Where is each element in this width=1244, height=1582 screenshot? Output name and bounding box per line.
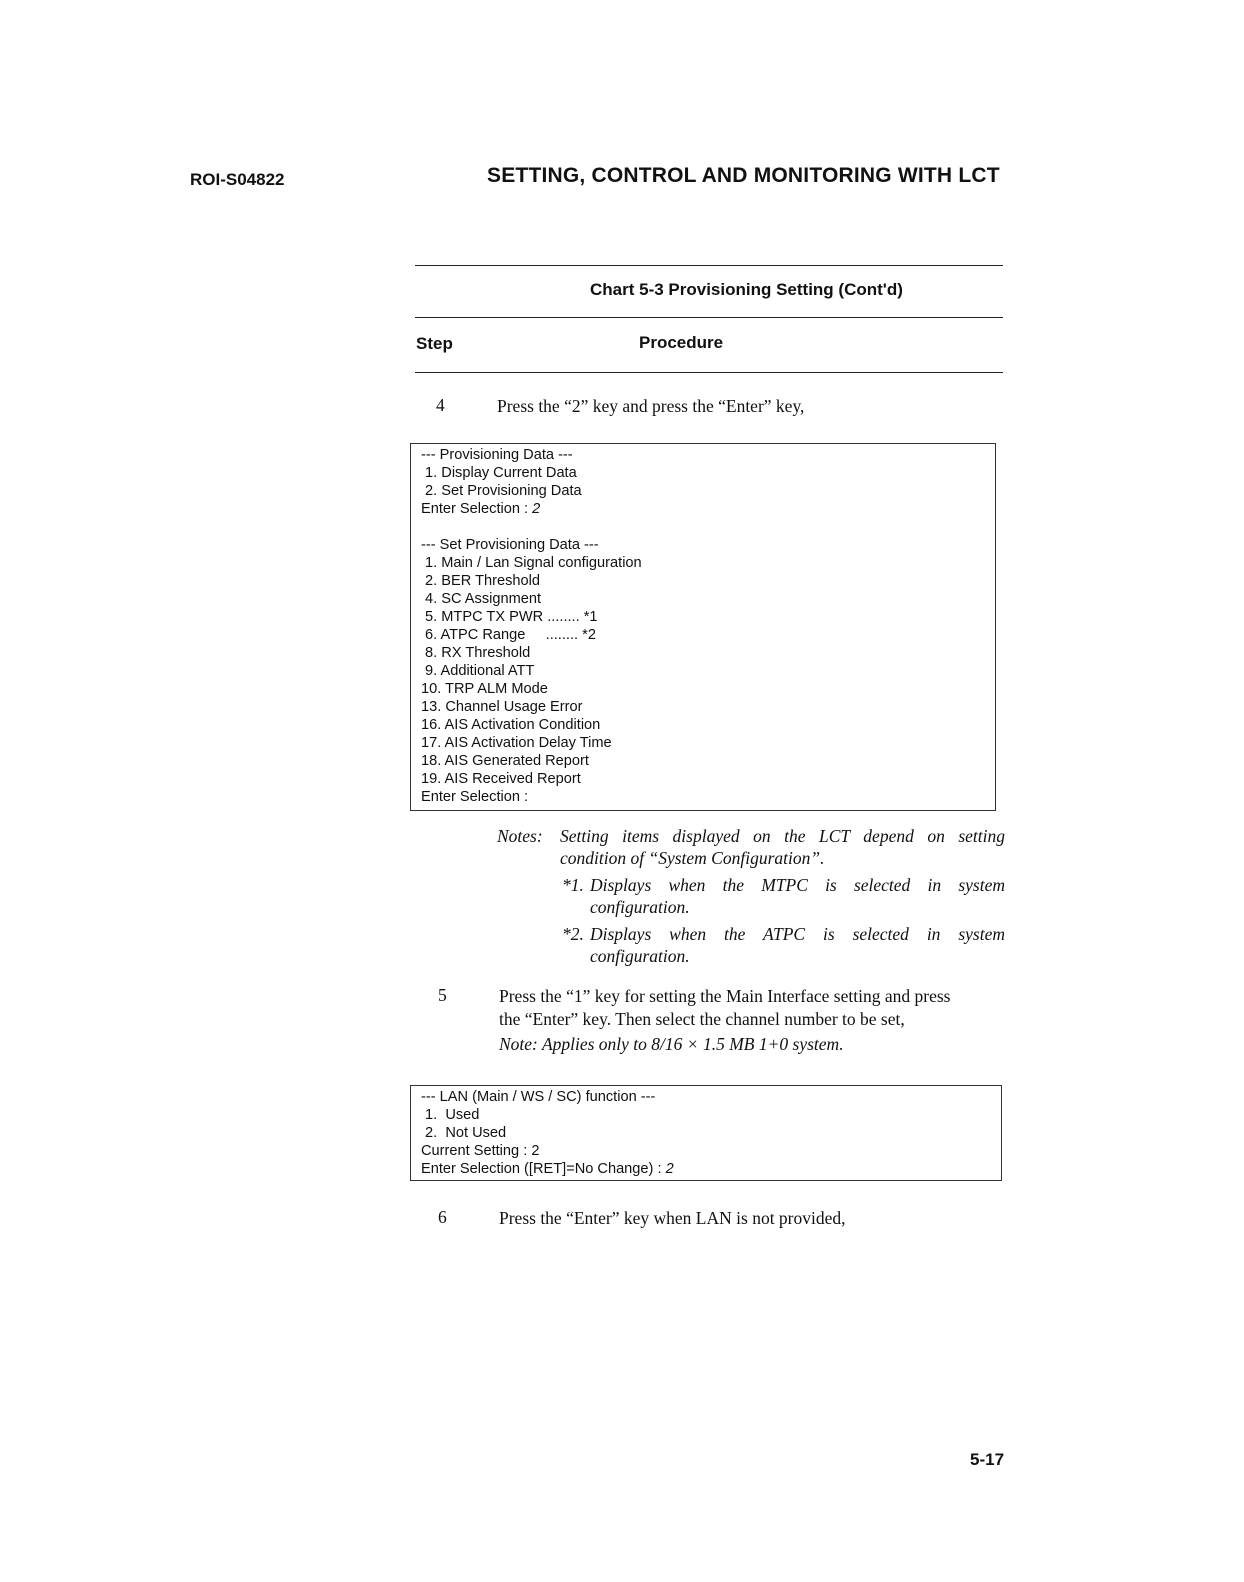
screen-line: Enter Selection : [421, 789, 529, 805]
note-line: Setting items displayed on the LCT depend on setting [560, 826, 1005, 846]
step-number-4: 4 [436, 395, 445, 415]
note-marker-2: *2. [562, 924, 584, 944]
selection-label: Enter Selection ([RET]=No Change) : [421, 1161, 666, 1177]
step-6-text: Press the “Enter” key when LAN is not provided, [499, 1208, 846, 1228]
selection-label: Enter Selection : [421, 501, 533, 517]
screen-line: 4. SC Assignment [421, 591, 542, 607]
step-5-text-cont: the “Enter” key. Then select the channel number to be set, [499, 1009, 905, 1029]
selection-value: 2 [532, 501, 541, 517]
step-4-text: Press the “2” key and press the “Enter” key, [497, 396, 805, 416]
selection-value: 2 [665, 1161, 674, 1177]
screen-selection-line [421, 1160, 1001, 1178]
screen-line: 2. Not Used [421, 1125, 507, 1141]
screen-line: 17. AIS Activation Delay Time [421, 735, 612, 751]
screen-line: 2. BER Threshold [421, 573, 540, 589]
screen-line: --- Provisioning Data --- [421, 447, 573, 463]
spacer [421, 518, 995, 536]
page-header-title: SETTING, CONTROL AND MONITORING WITH LCT [487, 164, 1000, 187]
screen-line: 5. MTPC TX PWR ........ *1 [421, 609, 598, 625]
screen-line: 9. Additional ATT [421, 663, 535, 679]
screen-line: 2. Set Provisioning Data [421, 483, 582, 499]
screen-line: 1. Display Current Data [421, 465, 577, 481]
terminal-screen-lan [410, 1085, 1002, 1181]
note-2-text: Displays when the ATPC is selected in system [590, 924, 1005, 944]
step-5-note: Note: Applies only to 8/16 × 1.5 MB 1+0 system. [499, 1034, 844, 1054]
notes-label: Notes: [497, 826, 543, 846]
screen-line: 10. TRP ALM Mode [421, 681, 548, 697]
chart-title: Chart 5-3 Provisioning Setting (Cont'd) [590, 280, 903, 299]
screen-line: --- Set Provisioning Data --- [421, 537, 599, 553]
header-rule [415, 317, 1003, 318]
step-number-6: 6 [438, 1207, 447, 1227]
column-rule [415, 372, 1003, 373]
note-marker-1: *1. [562, 875, 584, 895]
page-number: 5-17 [970, 1450, 1005, 1469]
screen-line: 6. ATPC Range ........ *2 [421, 627, 596, 643]
screen-line: Current Setting : 2 [421, 1143, 540, 1159]
top-rule [415, 265, 1003, 266]
note-1-text: Displays when the MTPC is selected in system [590, 875, 1005, 895]
step-number-5: 5 [438, 985, 447, 1005]
screen-line: --- LAN (Main / WS / SC) function --- [421, 1089, 656, 1105]
screen-line: 1. Used [421, 1107, 480, 1123]
column-header-procedure: Procedure [639, 333, 724, 352]
terminal-screen-provisioning [410, 443, 996, 811]
note-2-text-cont: configuration. [590, 946, 690, 966]
screen-selection-line [421, 500, 995, 518]
screen-line: 16. AIS Activation Condition [421, 717, 601, 733]
screen-line: 8. RX Threshold [421, 645, 531, 661]
document-id: ROI-S04822 [190, 170, 285, 189]
screen-line: 19. AIS Received Report [421, 771, 581, 787]
note-1-text-cont: configuration. [590, 897, 690, 917]
column-header-step: Step [416, 334, 453, 353]
note-line: condition of “System Configuration”. [560, 848, 825, 868]
step-5-text: Press the “1” key for setting the Main Interface setting and press [499, 986, 951, 1006]
screen-line: 1. Main / Lan Signal configuration [421, 555, 642, 571]
screen-line: 18. AIS Generated Report [421, 753, 589, 769]
screen-line: 13. Channel Usage Error [421, 699, 583, 715]
